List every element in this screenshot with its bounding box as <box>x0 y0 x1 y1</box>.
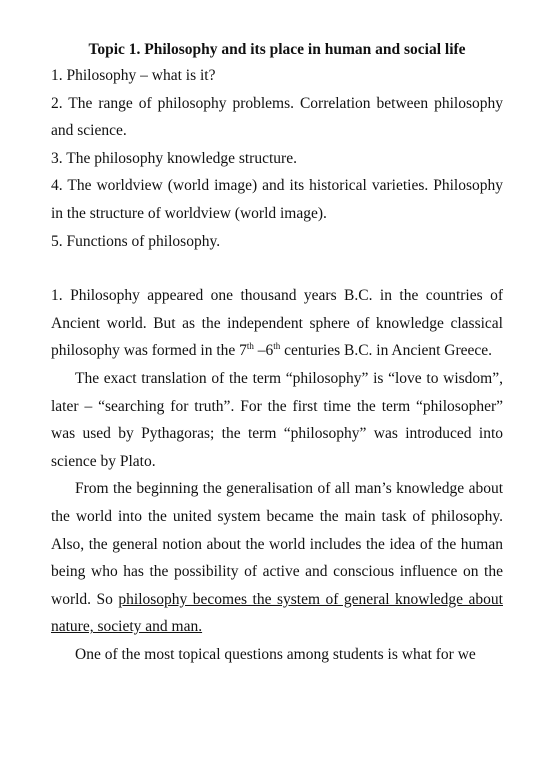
paragraph-1 <box>51 282 503 365</box>
paragraph-1-text-b: –6 <box>253 342 274 360</box>
paragraph-spacer <box>51 255 503 282</box>
outline-item-2: 2. The range of philosophy problems. Correlation between philosophy and science. <box>51 94 503 140</box>
paragraph-2: The exact translation of the term “philosophy” is “love to wisdom”, later – “searching for truth”. For the first time the term “philosopher” was used by Pythagoras; the term “philosophy” was introduced into science by Plato. <box>51 369 503 470</box>
paragraph-3 <box>51 475 503 641</box>
paragraph-1-text-a: 1. Philosophy appeared one thousand years B.C. in the countries of Ancient world. But as the independent sphere of knowledge classical philosophy was formed in the 7 <box>51 287 503 360</box>
superscript-th-2: th <box>273 341 281 352</box>
outline-item-5: 5. Functions of philosophy. <box>51 232 221 250</box>
superscript-th-1: th <box>246 341 254 352</box>
topic-title: Topic 1. Philosophy and its place in human and social life <box>88 41 466 58</box>
outline-item-4: 4. The worldview (world image) and its historical varieties. Philosophy in the structure of worldview (world image). <box>51 177 503 222</box>
paragraph-1-text-c: centuries B.C. in Ancient Greece. <box>280 342 493 360</box>
outline-item-1: 1. Philosophy – what is it? <box>51 67 216 84</box>
outline-item-3: 3. The philosophy knowledge structure. <box>51 149 297 167</box>
paragraph-3-text: From the beginning the generalisation of all man’s knowledge about the world into the united system became the main task of philosophy. Also, the general notion about the world includes the idea of the human being who has the possibility of active and conscious influence on the world. So <box>51 480 503 608</box>
paragraph-4: One of the most topical questions among students is what for we <box>75 645 476 663</box>
document-page <box>51 38 503 668</box>
underlined-definition: philosophy becomes the system of general knowledge about nature, society and man. <box>51 590 503 636</box>
